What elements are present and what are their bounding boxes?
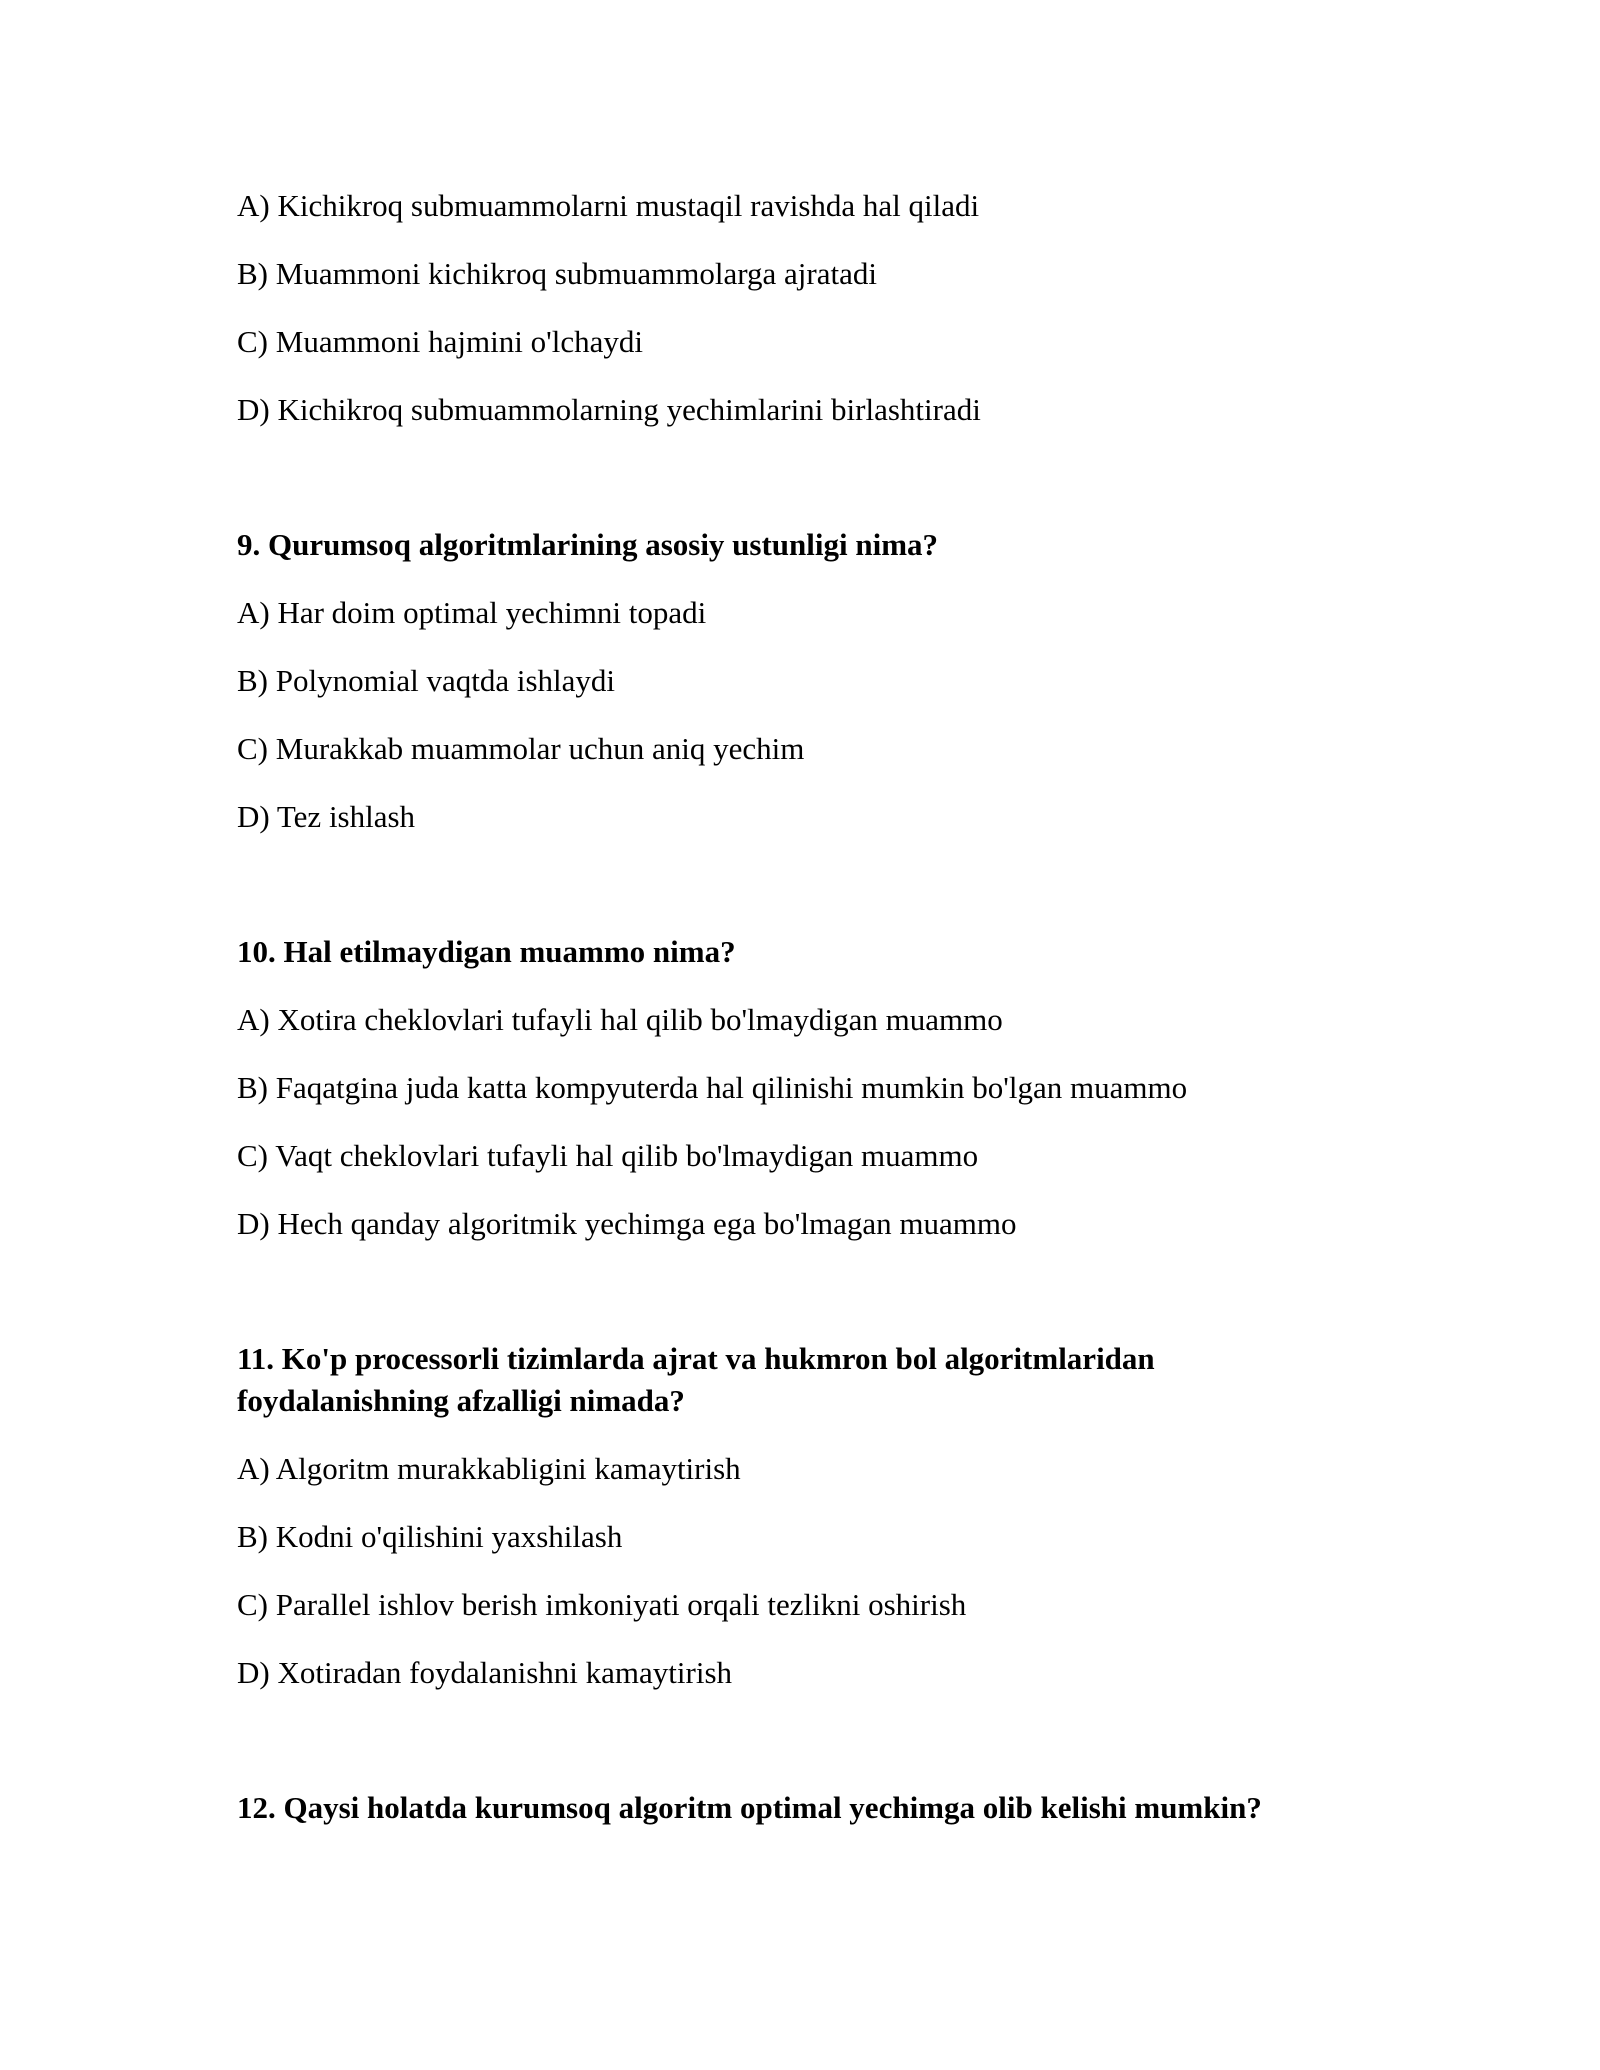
question-title: 12. Qaysi holatda kurumsoq algoritm optimal yechimga olib kelishi mumkin? [237,1790,1262,1825]
question-title: 10. Hal etilmaydigan muammo nima? [237,934,736,969]
option-d: D) Hech qanday algoritmik yechimga ega bo'lmagan muammo [237,1206,1017,1241]
option-c: C) Parallel ishlov berish imkoniyati orqali tezlikni oshirish [237,1587,967,1622]
option-b: B) Kodni o'qilishini yaxshilash [237,1519,623,1554]
question-10 [237,931,1357,1245]
spacer [237,457,1357,524]
option-d: D) Xotiradan foydalanishni kamaytirish [237,1655,733,1690]
option-a: A) Kichikroq submuammolarni mustaqil ravishda hal qiladi [237,188,980,223]
spacer [237,864,1357,931]
spacer [237,1271,1357,1338]
option-c: C) Vaqt cheklovlari tufayli hal qilib bo'lmaydigan muammo [237,1138,979,1173]
question-12 [237,1787,1357,1829]
question-title: 9. Qurumsoq algoritmlarining asosiy ustunligi nima? [237,527,939,562]
page-content [237,185,1357,1855]
option-c: C) Murakkab muammolar uchun aniq yechim [237,731,805,766]
question-8-options [237,185,1357,431]
option-b: B) Polynomial vaqtda ishlaydi [237,663,615,698]
question-9 [237,524,1357,838]
option-b: B) Faqatgina juda katta kompyuterda hal qilinishi mumkin bo'lgan muammo [237,1070,1188,1105]
option-a: A) Algoritm murakkabligini kamaytirish [237,1451,741,1486]
question-11 [237,1338,1357,1694]
option-a: A) Xotira cheklovlari tufayli hal qilib bo'lmaydigan muammo [237,1002,1003,1037]
option-d: D) Tez ishlash [237,799,416,834]
option-a: A) Har doim optimal yechimni topadi [237,595,707,630]
question-title [237,1338,1357,1422]
question-title-line-2: foydalanishning afzalligi nimada? [237,1383,685,1418]
option-b: B) Muammoni kichikroq submuammolarga ajratadi [237,256,877,291]
spacer [237,1720,1357,1787]
option-d: D) Kichikroq submuammolarning yechimlarini birlashtiradi [237,392,981,427]
question-title-line-1: 11. Ko'p processorli tizimlarda ajrat va hukmron bol algoritmlaridan [237,1341,1155,1376]
option-c: C) Muammoni hajmini o'lchaydi [237,324,643,359]
